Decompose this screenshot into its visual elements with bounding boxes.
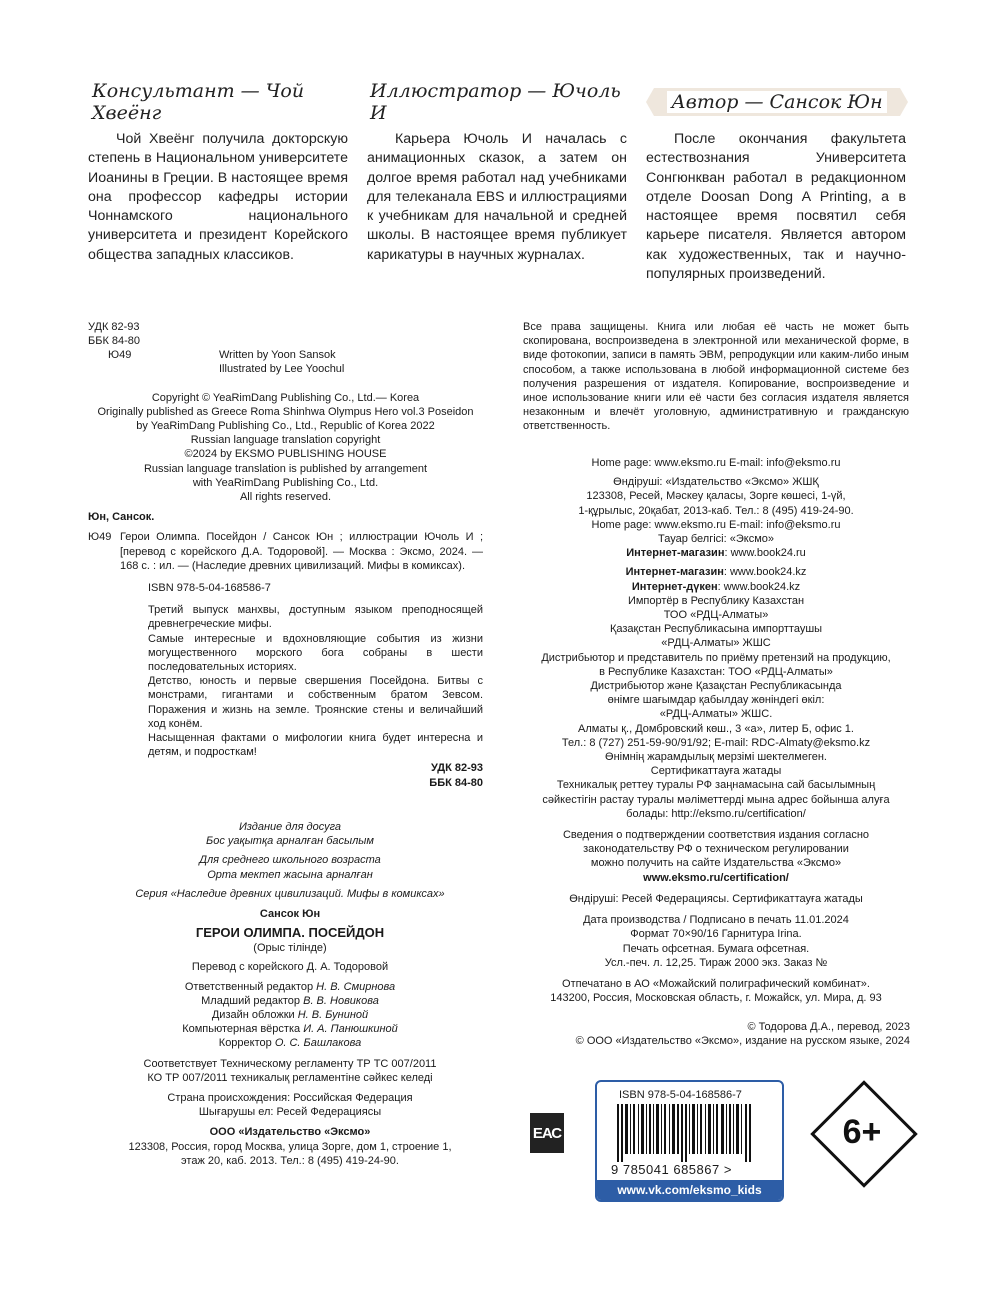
printed-at: Отпечатано в АО «Можайский полиграфический комбинат».: [562, 977, 870, 990]
info-line: Өндіруші: «Издательство «Эксмо» ЖШҚ: [613, 476, 819, 489]
isbn: ISBN 978-5-04-168586-7: [148, 582, 271, 595]
credit-line: [120, 994, 460, 1008]
barcode-digits: 9 785041 685867 >: [611, 1162, 732, 1177]
info-line: 1-құрылыс, 20қабат, 2013-каб. Тел.: 8 (495) 419-24-90.: [578, 504, 854, 517]
copyright-line: ©2024 by EKSMO PUBLISHING HOUSE: [184, 448, 387, 461]
info-line: Техникалық реттеу туралы РФ заңнамасына сай басылымның: [556, 779, 876, 792]
author-banner: [646, 88, 908, 116]
consultant-banner: [88, 80, 350, 124]
author-title: Автор — Сансок Юн: [667, 91, 886, 113]
credit-role: Корректор: [218, 1037, 272, 1050]
shop-kz-line-2: [515, 580, 917, 594]
credit-name: В. В. Новикова: [303, 994, 379, 1007]
cert-url: www.eksmo.ru/certification/: [643, 871, 789, 884]
copyright-line: Russian language translation is published by arrangement: [143, 462, 428, 475]
info-line: ТОО «РДЦ-Алматы»: [663, 609, 769, 622]
author-heading: Юн, Сансок.: [88, 511, 155, 524]
barcode-isbn: ISBN 978-5-04-168586-7: [619, 1089, 742, 1101]
regulation-kz: КО ТР 007/2011 техникалық регламентіне сәйкес келеді: [147, 1071, 433, 1084]
cert-line: можно получить на сайте Издательства «Эксмо»: [590, 857, 842, 870]
consultant-bio: Чой Хвеёнг получила докторскую степень в Национальном университете Иоанины в Греции. В настоящее время она профессор кафедры истории Чоннамского национального университета и президент Корейского общества западных классиков.: [88, 131, 348, 263]
imprint-block: [120, 820, 460, 1168]
info-line: «РДЦ-Алматы» ЖШС: [661, 637, 771, 650]
illustrator-title: Иллюстратор — Ючоль И: [366, 80, 628, 124]
print-info: Дата производства / Подписано в печать 11.01.2024: [583, 914, 849, 927]
shop-label: Интернет-магазин: [625, 566, 724, 579]
print-info: Печать офсетная. Бумага офсетная.: [622, 942, 810, 955]
barcode-bars: [611, 1104, 761, 1162]
info-line: Home page: www.eksmo.ru E-mail: info@eksmo.ru: [591, 457, 841, 469]
illustrator-bio: Карьера Ючоль И началась с анимационных сказок, а затем он долгое время работал над учебниками для телеканала EBS и иллюстрациями к учебникам для начальной и средней школы. В настоящее время публикует карикатуры в научных журналах.: [367, 131, 627, 263]
author-bio: После окончания факультета естествознания Университета Сонгюнкван работал в редакционном отделе Doosan Dong A Printing, а в настоящее время посвятил себя карьере писателя. Является автором как художественных, так и научно-популярных произведений.: [646, 131, 906, 283]
copyright-line: All rights reserved.: [239, 491, 332, 504]
left-column: [88, 320, 483, 790]
age-rating: 6+: [842, 1113, 882, 1151]
translation-copyright: © Тодорова Д.А., перевод, 2023: [747, 1021, 910, 1033]
shop-kz: : www.book24.kz: [723, 566, 807, 579]
credit-name: О. С. Башлакова: [274, 1037, 362, 1050]
info-line: Өнімнің жарамдылық мерзімі шектелмеген.: [605, 751, 827, 764]
credit-line: [120, 980, 460, 994]
shop-kz-2: : www.book24.kz: [717, 580, 801, 593]
info-line: Тел.: 8 (727) 251-59-90/91/92; E-mail: RDC-Almaty@eksmo.kz: [561, 736, 871, 749]
print-info: Формат 70×90/16 Гарнитура Irina.: [630, 928, 802, 941]
credit-role: Младший редактор: [201, 994, 301, 1007]
printed-at: 143200, Россия, Московская область, г. Можайск, ул. Мира, д. 93: [550, 992, 882, 1005]
cert-line: Сведения о подтверждении соответствия издания согласно: [562, 829, 870, 842]
copyright-line: by YeaRimDang Publishing Co., Ltd., Republic of Korea 2022: [136, 420, 435, 433]
imprint-author: Сансок Юн: [259, 908, 321, 921]
edition-age: Для среднего школьного возраста: [199, 854, 381, 867]
annotation-4: Насыщенная фактами о мифологии книга будет интересна и детям, и подросткам!: [148, 732, 483, 759]
illustrator-banner: [366, 80, 628, 124]
regulation: Соответствует Техническому регламенту ТР ТС 007/2011: [143, 1057, 437, 1070]
copyright-line: Originally published as Greece Roma Shinhwa Olympus Hero vol.3 Poseidon: [97, 405, 474, 418]
info-line: Тауар белгісі: «Эксмо»: [657, 533, 774, 546]
consultant-title: Консультант — Чой Хвеёнг: [88, 80, 350, 124]
copyright-line: Copyright © YeaRimDang Publishing Co., Ltd.— Korea: [151, 391, 420, 404]
print-info: Усл.-печ. л. 12,25. Тираж 2000 экз. Заказ №: [604, 956, 828, 969]
illustrated-by: Illustrated by Lee Yoochul: [219, 363, 345, 376]
publisher-name: ООО «Издательство «Эксмо»: [209, 1126, 371, 1139]
info-line: Сертификаттауға жатады: [650, 765, 782, 778]
info-line: Home page: www.eksmo.ru E-mail: info@eksmo.ru: [591, 518, 841, 531]
country-origin: Страна происхождения: Российская Федерация: [167, 1092, 413, 1105]
credit-role: Дизайн обложки: [211, 1009, 295, 1022]
credit-name: Н. В. Буниной: [297, 1009, 369, 1022]
info-line: сәйкестігін растау туралы мәліметтерді мына адрес бойынша алуға: [542, 793, 890, 806]
edition-leisure-kz: Бос уақытқа арналған басылым: [206, 835, 374, 848]
eac-label: ЕАС: [532, 1124, 562, 1142]
edition-leisure: Издание для досуга: [238, 821, 342, 833]
credit-name: И. А. Панюшкиной: [303, 1023, 398, 1036]
credit-line: [120, 1008, 460, 1022]
biblio-description: Герои Олимпа. Посейдон / Сансок Юн ; иллюстрации Ючоль И ; [перевод с корейского Д.А. Тодоровой]. — Москва : Эксмо, 2024. — 168 с. : ил. — (Наследие древних цивилизаций. Мифы в комиксах).: [120, 531, 483, 572]
age-rating-badge: [812, 1082, 912, 1182]
publisher-address: 123308, Россия, город Москва, улица Зорге, дом 1, строение 1,: [128, 1140, 452, 1153]
annotation-1: Третий выпуск манхвы, доступным языком преподносящей древнегреческие мифы.: [148, 604, 483, 631]
language-note: (Орыс тілінде): [253, 942, 327, 955]
publisher-phone: этаж 20, каб. 2013. Тел.: 8 (495) 419-24-90.: [181, 1154, 399, 1167]
shop-kz-label: Интернет-дүкен: [631, 580, 718, 593]
vk-link[interactable]: www.vk.com/eksmo_kids: [597, 1180, 782, 1200]
written-by: Written by Yoon Sansok: [219, 349, 336, 362]
credit-role: Компьютерная вёрстка: [182, 1023, 301, 1036]
info-line: в Республике Казахстан: ТОО «РДЦ-Алматы»: [599, 665, 833, 678]
eac-mark: [530, 1113, 564, 1153]
credit-name: Н. В. Смирнова: [316, 980, 396, 993]
shop-kz-line: [515, 565, 917, 579]
producer-kz: Өндіруші: Ресей Федерациясы. Сертификаттауға жатады: [569, 892, 863, 905]
info-line: Қазақстан Республикасына импорттаушы: [609, 623, 823, 636]
copyright-line: Russian language translation copyright: [190, 434, 381, 447]
copyright-footer: [520, 1020, 910, 1048]
shop-ru: : www.book24.ru: [724, 547, 806, 560]
info-line: «РДЦ-Алматы» ЖШС.: [659, 708, 773, 721]
bbk-2: ББК 84-80: [429, 776, 483, 789]
info-line: Импортёр в Республику Казахстан: [627, 594, 805, 607]
shop-label: Интернет-магазин: [626, 547, 725, 560]
bbk: ББК 84-80: [88, 335, 141, 348]
info-line: 123308, Ресей, Мәскеу қаласы, Зорге көшесі, 1-үй,: [586, 490, 846, 503]
publisher-copyright: © ООО «Издательство «Эксмо», издание на русском языке, 2024: [575, 1035, 910, 1048]
info-line: Дистрибьютор және Қазақстан Республикасында: [590, 680, 842, 693]
info-line: болады: http://eksmo.ru/certification/: [626, 807, 806, 820]
credit-line: [120, 1036, 460, 1050]
credit-role: Ответственный редактор: [184, 980, 314, 993]
barcode-box: [595, 1080, 784, 1202]
cert-line: законодательству РФ о техническом регулировании: [583, 843, 849, 856]
info-line: Алматы қ., Домбровский көш., 3 «а», литер Б, офис 1.: [578, 722, 854, 735]
right-info-block: [515, 456, 917, 1005]
udk: УДК 82-93: [88, 321, 140, 333]
annotation-3: Детство, юность и первые свершения Посейдона. Битвы с монстрами, гигантами и собственным братом Зевсом. Поражения и жизнь на земле. Троянские стены и величайший ход конём.: [148, 675, 483, 730]
info-line: өнімге шағымдар қабылдау жөніндегі өкіл:: [607, 694, 825, 707]
info-line: Дистрибьютор и представитель по приёму претензий на продукцию,: [541, 651, 891, 664]
udk-2: УДК 82-93: [430, 762, 483, 775]
translation-credit: Перевод с корейского Д. А. Тодоровой: [191, 961, 389, 974]
copyright-block: [88, 391, 483, 505]
rights-notice: Все права защищены. Книга или любая её часть не может быть скопирована, воспроизведена в электронной или механической форме, в виде фотокопии, записи в память ЭВМ, репродукции или каким-либо иным способом, а также использована в любой информационной системе без получения разрешения от издателя. Копирование, воспроизведение и иное использование книги или её части без согласия издателя является незаконным и влечёт уголовную, административную и гражданскую ответственность.: [523, 321, 909, 433]
copyright-line: with YeaRimDang Publishing Co., Ltd.: [192, 476, 379, 489]
edition-age-kz: Орта мектеп жасына арналған: [207, 868, 373, 881]
annotation-2: Самые интересные и вдохновляющие события из жизни могущественного морского бога собраны в шести последовательных историях.: [148, 632, 483, 674]
book-title: ГЕРОИ ОЛИМПА. ПОСЕЙДОН: [195, 925, 385, 941]
book-code: Ю49: [108, 349, 132, 362]
shop-ru-line: [515, 546, 917, 560]
country-origin-kz: Шығарушы ел: Ресей Федерациясы: [198, 1106, 382, 1119]
series: Серия «Наследие древних цивилизаций. Мифы в комиксах»: [135, 887, 445, 900]
credit-line: [120, 1022, 460, 1036]
biblio-code: Ю49: [88, 531, 112, 544]
